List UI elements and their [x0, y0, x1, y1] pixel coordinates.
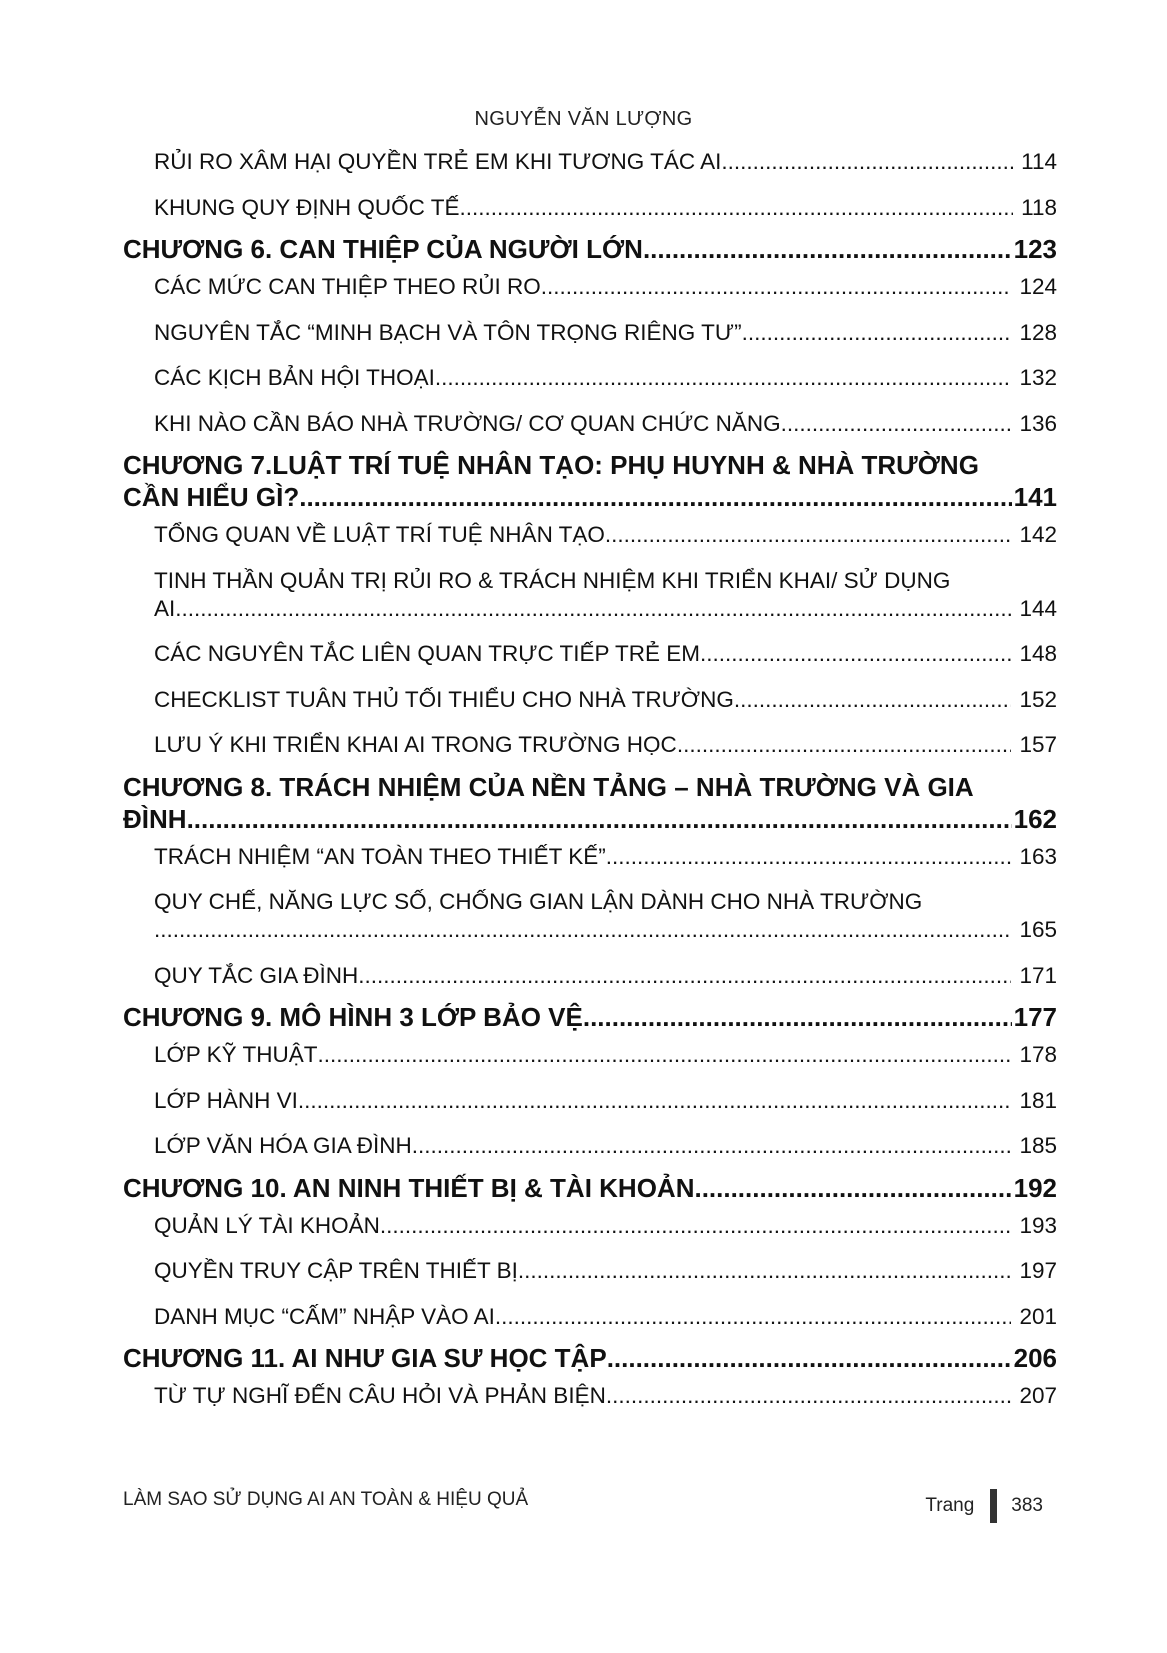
toc-section-entry[interactable]	[123, 1303, 1057, 1331]
toc-dot-leader	[358, 962, 1011, 990]
toc-dot-leader	[459, 194, 1013, 222]
toc-entry-title: AI	[154, 595, 176, 621]
toc-dot-leader	[694, 1172, 1011, 1204]
toc-section-entry[interactable]	[123, 1212, 1057, 1240]
toc-section-entry[interactable]	[123, 273, 1057, 301]
toc-entry-title: LƯU Ý KHI TRIỂN KHAI AI TRONG TRƯỜNG HỌC	[154, 732, 677, 757]
toc-entry-title: CHƯƠNG 11. AI NHƯ GIA SƯ HỌC TẬP	[123, 1343, 607, 1373]
toc-page-number: 142	[1019, 522, 1057, 547]
toc-entry-title: TỔNG QUAN VỀ LUẬT TRÍ TUỆ NHÂN TẠO	[154, 522, 605, 547]
toc-entry-title: DANH MỤC “CẤM” NHẬP VÀO AI	[154, 1303, 495, 1329]
toc-entry-title: CẦN HIỂU GÌ?	[123, 482, 300, 512]
toc-page-number: 193	[1019, 1212, 1057, 1238]
running-header-author: NGUYỄN VĂN LƯỢNG	[474, 108, 693, 130]
toc-page-number: 141	[1013, 482, 1057, 512]
toc-dot-leader	[742, 319, 1012, 347]
toc-page-number: 201	[1019, 1303, 1057, 1329]
toc-dot-leader	[643, 233, 1012, 265]
toc-page-number: 123	[1013, 234, 1057, 264]
toc-dot-leader	[435, 364, 1012, 392]
toc-page-number: 118	[1021, 194, 1057, 220]
toc-page-number: 192	[1013, 1172, 1057, 1203]
toc-page-number: 171	[1019, 962, 1057, 988]
toc-entry-title: CHƯƠNG 6. CAN THIỆP CỦA NGƯỜI LỚN	[123, 234, 643, 264]
toc-dot-leader	[781, 410, 1012, 438]
toc-page-number: 163	[1019, 843, 1057, 869]
toc-entry-title: KHUNG QUY ĐỊNH QUỐC TẾ	[154, 194, 460, 220]
toc-page-number: 207	[1019, 1383, 1057, 1408]
toc-section-entry[interactable]	[123, 319, 1057, 347]
toc-section-entry[interactable]	[123, 194, 1057, 222]
toc-entry-title: LỚP KỸ THUẬT	[154, 1042, 318, 1067]
toc-dot-leader	[606, 1382, 1012, 1410]
toc-dot-leader	[299, 481, 1011, 513]
toc-dot-leader	[380, 1212, 1012, 1240]
toc-page-number: 148	[1019, 641, 1057, 666]
toc-entry-title-line: QUY CHẾ, NĂNG LỰC SỐ, CHỐNG GIAN LẬN DÀNH CHO NHÀ TRƯỜNG	[154, 889, 923, 914]
toc-section-entry[interactable]	[123, 1087, 1057, 1115]
toc-page-number: 162	[1013, 803, 1057, 834]
toc-section-entry[interactable]	[123, 521, 1057, 549]
toc-dot-leader	[583, 1001, 1012, 1033]
toc-dot-leader	[318, 1041, 1012, 1069]
toc-entry-title-line: CHƯƠNG 8. TRÁCH NHIỆM CỦA NỀN TẢNG – NHÀ TRƯỜNG VÀ GIA	[123, 771, 974, 802]
toc-entry-title: LỚP HÀNH VI	[154, 1087, 298, 1113]
toc-entry-title: KHI NÀO CẦN BÁO NHÀ TRƯỜNG/ CƠ QUAN CHỨC NĂNG	[154, 410, 781, 436]
footer-book-title: LÀM SAO SỬ DỤNG AI AN TOÀN & HIỆU QUẢ	[123, 1489, 529, 1510]
toc-entry-title: CHƯƠNG 9. MÔ HÌNH 3 LỚP BẢO VỆ	[123, 1002, 583, 1032]
toc-chapter-entry[interactable]	[123, 771, 1057, 835]
toc-dot-leader	[518, 1257, 1012, 1285]
toc-page-number: 185	[1019, 1133, 1057, 1158]
toc-dot-leader	[298, 1087, 1012, 1115]
toc-entry-title: RỦI RO XÂM HẠI QUYỀN TRẺ EM KHI TƯƠNG TÁC AI	[154, 149, 722, 174]
footer-page-indicator	[925, 1489, 1043, 1523]
toc-page-number: 124	[1019, 274, 1057, 299]
toc-page-number: 136	[1019, 410, 1057, 436]
toc-entry-title-line: CHƯƠNG 7.LUẬT TRÍ TUỆ NHÂN TẠO: PHỤ HUYNH & NHÀ TRƯỜNG	[123, 450, 979, 480]
toc-dot-leader	[721, 148, 1013, 176]
toc-page-number: 177	[1013, 1002, 1057, 1032]
toc-entry-title: TỪ TỰ NGHĨ ĐẾN CÂU HỎI VÀ PHẢN BIỆN	[154, 1383, 606, 1408]
toc-entry-title: CÁC MỨC CAN THIỆP THEO RỦI RO	[154, 274, 541, 299]
toc-dot-leader	[605, 521, 1012, 549]
toc-dot-leader	[541, 273, 1012, 301]
toc-section-entry[interactable]	[123, 1132, 1057, 1160]
toc-chapter-entry[interactable]	[123, 1172, 1057, 1204]
toc-section-entry[interactable]	[123, 843, 1057, 871]
toc-entry-title-line: TINH THẦN QUẢN TRỊ RỦI RO & TRÁCH NHIỆM KHI TRIỂN KHAI/ SỬ DỤNG	[154, 567, 951, 593]
toc-dot-leader	[607, 1342, 1012, 1374]
toc-dot-leader	[412, 1132, 1012, 1160]
toc-section-entry[interactable]	[123, 1382, 1057, 1410]
toc-dot-leader	[606, 843, 1012, 871]
toc-entry-title: LỚP VĂN HÓA GIA ĐÌNH	[154, 1133, 412, 1158]
toc-entry-title: QUẢN LÝ TÀI KHOẢN	[154, 1212, 380, 1238]
toc-entry-title: CHƯƠNG 10. AN NINH THIẾT BỊ & TÀI KHOẢN	[123, 1172, 695, 1203]
toc-section-entry[interactable]	[123, 364, 1057, 392]
toc-chapter-entry[interactable]	[123, 233, 1057, 265]
toc-entry-title: TRÁCH NHIỆM “AN TOÀN THEO THIẾT KẾ”	[154, 843, 606, 869]
toc-chapter-entry[interactable]	[123, 1342, 1057, 1374]
toc-entry-title: QUY TẮC GIA ĐÌNH	[154, 962, 359, 988]
toc-section-entry[interactable]	[123, 686, 1057, 714]
toc-section-entry[interactable]	[123, 148, 1057, 176]
toc-page-number: 206	[1013, 1343, 1057, 1373]
toc-page-number: 178	[1019, 1042, 1057, 1067]
table-of-contents	[123, 148, 1057, 1428]
toc-dot-leader	[495, 1303, 1012, 1331]
toc-page-number: 197	[1019, 1258, 1057, 1283]
toc-entry-title: QUYỀN TRUY CẬP TRÊN THIẾT BỊ	[154, 1258, 518, 1283]
toc-section-entry[interactable]	[123, 962, 1057, 990]
toc-entry-title: CÁC NGUYÊN TẮC LIÊN QUAN TRỰC TIẾP TRẺ EM	[154, 641, 700, 666]
footer-page-label: Trang	[925, 1495, 975, 1516]
toc-dot-leader	[700, 640, 1011, 668]
toc-page-number: 157	[1019, 732, 1057, 757]
toc-dot-leader	[187, 803, 1012, 835]
toc-page-number: 128	[1019, 319, 1057, 345]
toc-section-entry[interactable]	[123, 731, 1057, 759]
toc-section-entry[interactable]	[123, 410, 1057, 438]
footer-divider-bar	[990, 1489, 997, 1523]
toc-section-entry[interactable]	[123, 567, 1057, 623]
toc-page-number: 152	[1019, 686, 1057, 712]
toc-chapter-entry[interactable]	[123, 449, 1057, 513]
toc-page-number: 144	[1019, 595, 1057, 621]
toc-page-number: 132	[1019, 365, 1057, 390]
toc-dot-leader	[734, 686, 1012, 714]
toc-dot-leader	[154, 916, 1011, 944]
toc-section-entry[interactable]	[123, 888, 1057, 944]
toc-section-entry[interactable]	[123, 1041, 1057, 1069]
toc-entry-title: NGUYÊN TẮC “MINH BẠCH VÀ TÔN TRỌNG RIÊNG TƯ”	[154, 319, 742, 345]
toc-dot-leader	[677, 731, 1012, 759]
toc-page-number: 114	[1021, 149, 1057, 174]
toc-dot-leader	[175, 595, 1011, 623]
toc-section-entry[interactable]	[123, 1257, 1057, 1285]
toc-entry-title: ĐÌNH	[123, 803, 187, 834]
footer-page-number: 383	[1011, 1495, 1043, 1516]
toc-entry-title: CHECKLIST TUÂN THỦ TỐI THIỂU CHO NHÀ TRƯỜNG	[154, 686, 734, 712]
toc-chapter-entry[interactable]	[123, 1001, 1057, 1033]
toc-entry-title: CÁC KỊCH BẢN HỘI THOẠI	[154, 365, 435, 390]
toc-page-number: 165	[1019, 917, 1057, 942]
toc-section-entry[interactable]	[123, 640, 1057, 668]
toc-page-number: 181	[1019, 1087, 1057, 1113]
